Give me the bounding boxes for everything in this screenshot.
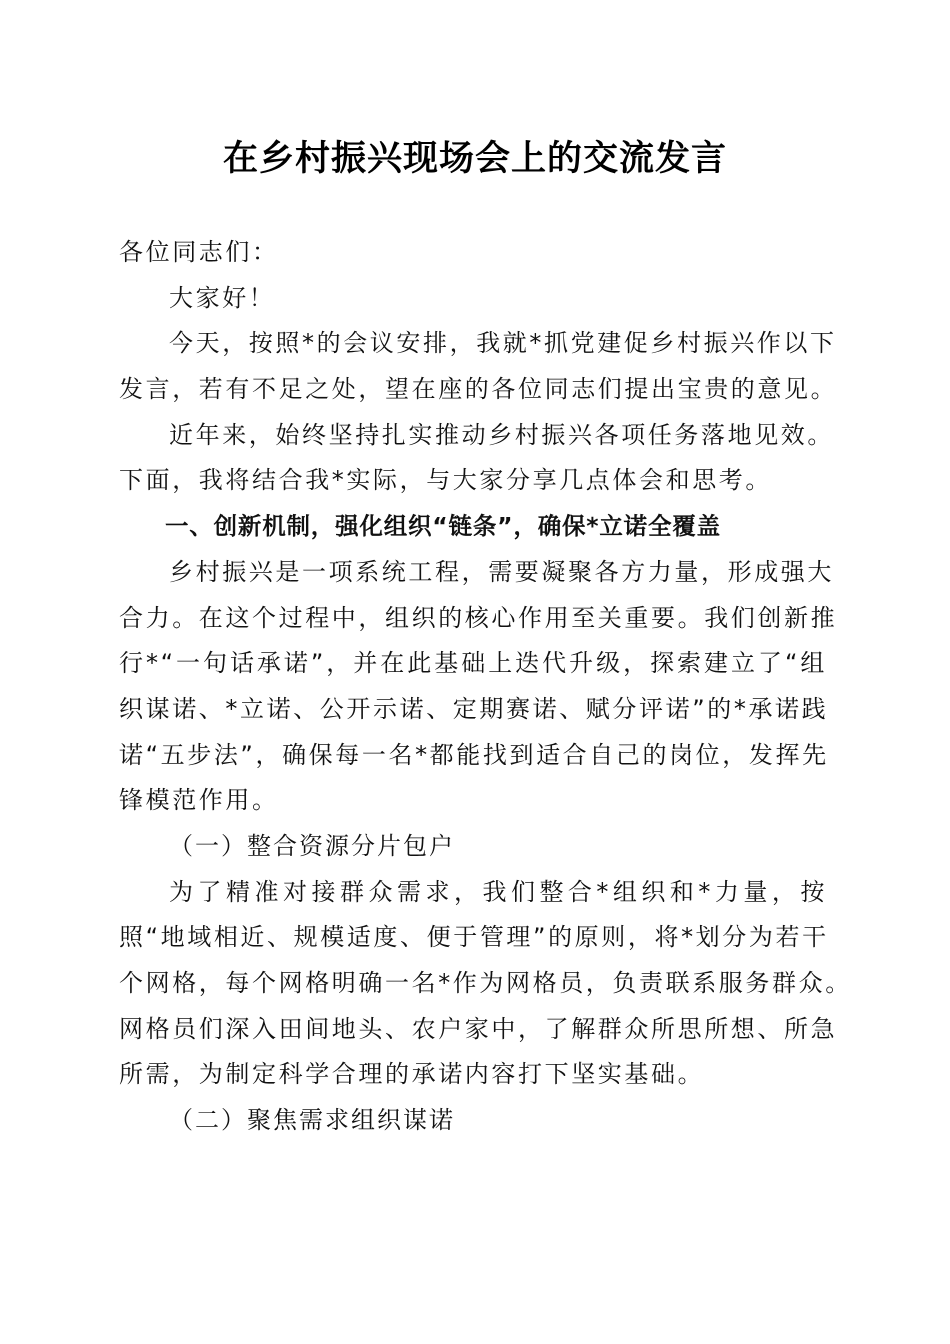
paragraph-line: 为了精准对接群众需求，我们整合*组织和*力量，按 <box>169 877 827 906</box>
paragraph-opening <box>119 321 838 412</box>
document-title: 在乡村振兴现场会上的交流发言 <box>222 138 727 179</box>
document-body <box>119 230 852 1144</box>
paragraph-line: 个网格，每个网格明确一名*作为网格员，负责联系服务群众。 <box>119 969 852 997</box>
salutation: 各位同志们： <box>119 238 279 266</box>
subsection-heading-1: （一）整合资源分片包户 <box>169 831 455 860</box>
paragraph-recent-years <box>119 413 834 504</box>
paragraph-line: 锋模范作用。 <box>119 786 279 815</box>
paragraph-line: 诺“五步法”，确保每一名*都能找到适合自己的岗位，发挥先 <box>119 740 829 769</box>
paragraph-line: 近年来，始终坚持扎实推动乡村振兴各项任务落地见效。 <box>169 420 834 449</box>
paragraph-line: 照“地域相近、规模适度、便于管理”的原则，将*划分为若干 <box>119 923 829 952</box>
section-1-intro <box>119 550 838 824</box>
paragraph-line: 合力。在这个过程中，组织的核心作用至关重要。我们创新推 <box>119 603 838 632</box>
paragraph-line: 今天，按照*的会议安排，我就*抓党建促乡村振兴作以下 <box>169 329 837 358</box>
subsection-heading-2: （二）聚焦需求组织谋诺 <box>169 1106 455 1135</box>
subsection-1-body <box>119 870 852 1098</box>
greeting: 大家好！ <box>169 283 276 312</box>
paragraph-line: 网格员们深入田间地头、农户家中，了解群众所思所想、所急 <box>119 1014 838 1043</box>
paragraph-line: 发言，若有不足之处，望在座的各位同志们提出宝贵的意见。 <box>119 375 838 404</box>
paragraph-line: 乡村振兴是一项系统工程，需要凝聚各方力量，形成强大 <box>169 557 834 586</box>
paragraph-line: 所需，为制定科学合理的承诺内容打下坚实基础。 <box>119 1060 705 1089</box>
paragraph-line: 下面，我将结合我*实际，与大家分享几点体会和思考。 <box>119 466 772 495</box>
paragraph-line: 织谋诺、*立诺、公开示诺、定期赛诺、赋分评诺”的*承诺践 <box>119 694 829 723</box>
section-heading-1: 一、创新机制，强化组织“链条”，确保*立诺全覆盖 <box>165 512 721 541</box>
paragraph-line: 行*“一句话承诺”，并在此基础上迭代升级，探索建立了“组 <box>119 649 827 678</box>
